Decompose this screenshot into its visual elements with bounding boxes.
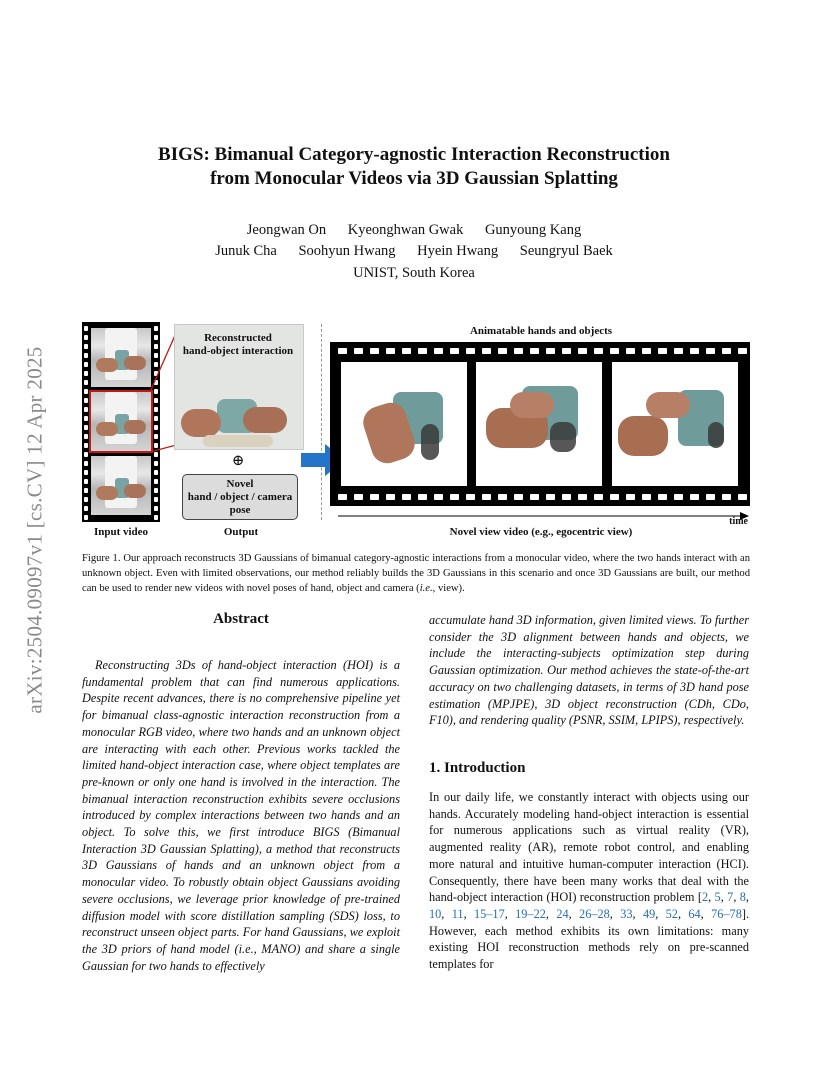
sprocket-hole (626, 348, 635, 354)
sprocket-hole (354, 348, 363, 354)
sprocket-hole (578, 494, 587, 500)
citation-link[interactable]: 2 (701, 890, 709, 905)
citation-link[interactable]: 49 (642, 906, 656, 921)
sprocket-hole (482, 348, 491, 354)
citation-link[interactable]: 64 (688, 906, 701, 921)
sprocket-hole (626, 494, 635, 500)
sprocket-hole (84, 416, 88, 421)
author-name: Seungryul Baek (519, 243, 613, 259)
reconstructed-label-line: Reconstructed (204, 332, 272, 344)
novel-pose-line: Novel (226, 478, 254, 490)
sprocket-hole (402, 348, 411, 354)
paper-title (100, 143, 728, 191)
author-name: Junuk Cha (215, 243, 277, 259)
author-name: Kyeonghwan Gwak (347, 222, 464, 238)
sprocket-hole (84, 452, 88, 457)
sprocket-hole (84, 443, 88, 448)
sprocket-hole (722, 494, 731, 500)
sprocket-hole (434, 348, 443, 354)
input-video-strip (82, 322, 160, 522)
sprocket-hole (610, 494, 619, 500)
introduction-text (429, 789, 749, 973)
sprocket-hole (84, 353, 88, 358)
time-arrow (338, 510, 750, 522)
right-hand-render (243, 407, 287, 433)
sprocket-hole (546, 494, 555, 500)
combine-symbol: ⊕ (231, 453, 245, 469)
author-name: Soohyun Hwang (298, 243, 396, 259)
sprocket-hole (674, 494, 683, 500)
novel-pose-line: pose (229, 504, 251, 516)
sprocket-hole (450, 348, 459, 354)
citation-link[interactable]: 5 (714, 890, 721, 905)
caption-text-end: , view). (432, 583, 465, 594)
sprocket-hole (418, 494, 427, 500)
novel-view-frame (612, 362, 738, 486)
author-name: Jeongwan On (246, 222, 327, 238)
sprocket-hole (546, 348, 555, 354)
sprocket-hole (610, 348, 619, 354)
sprocket-hole (482, 494, 491, 500)
sprocket-hole (562, 348, 571, 354)
citation-link[interactable]: 7 (727, 890, 734, 905)
sprocket-hole (402, 494, 411, 500)
sprocket-hole (578, 348, 587, 354)
sprocket-hole (84, 407, 88, 412)
sprocket-hole (514, 494, 523, 500)
title-line-2: from Monocular Videos via 3D Gaussian Splatting (210, 168, 618, 189)
input-frame (91, 456, 151, 515)
novel-view-frame (476, 362, 602, 486)
sprocket-hole (562, 494, 571, 500)
caption-text: Figure 1. Our approach reconstructs 3D Gaussians of bimanual category-agnostic interactions from a monocular video, where the two hands interact with an unknown object. Even with limited observations, our method reliably builds the 3D Gaussians in this scenario and once 3D Gaussians are built, our method can be used to render new videos with novel poses of hand, object and camera ( (82, 553, 750, 594)
sprocket-hole (722, 348, 731, 354)
author-name: Gunyoung Kang (484, 222, 582, 238)
sprocket-hole (84, 479, 88, 484)
sprocket-hole (690, 494, 699, 500)
sprocket-hole (354, 494, 363, 500)
sprocket-hole (84, 398, 88, 403)
sprocket-hole (338, 494, 347, 500)
citation-link[interactable]: 10 (429, 906, 442, 921)
abstract-text: Reconstructing 3Ds of hand-object interaction (HOI) is a fundamental problem that can find numerous applications. Despite recent advances, there is no comprehensive pipeline yet for bimanual class-agnostic interaction reconstruction from a monocular RGB video, where two hands and an unknown object are interacting with each other. Previous works tackled the limited hand-object interaction case, where object templates are pre-known or only one hand is involved in the interaction. The bimanual interaction reconstruction exhibits severe occlusions introduced by complex interactions between two hands and an object. To solve this, we first introduce BIGS (Bimanual Interaction 3D Gaussian Splatting), a method that reconstructs 3D Gaussians of hands and an unknown object from a monocular video. To robustly obtain object Gaussians avoiding severe occlusions, we leverage prior knowledge of pre-trained diffusion model with score distillation sampling (SDS) loss, to reconstruct unseen object parts. For hand Gaussians, we exploit the 3D priors of hand model (i.e., MANO) and share a single Gaussian for two hands to effectively (82, 658, 400, 973)
input-video-label: Input video (93, 526, 149, 538)
sprocket-hole (498, 494, 507, 500)
citation-link[interactable]: 8 (739, 890, 746, 905)
citation-link[interactable]: 24 (556, 906, 569, 921)
input-frame-selected (91, 392, 151, 451)
abstract-heading: Abstract (213, 611, 269, 627)
figure-caption (82, 551, 750, 596)
citation-link[interactable]: 26–28 (579, 906, 610, 921)
sprocket-hole (84, 470, 88, 475)
sprocket-hole (84, 371, 88, 376)
author-row (100, 220, 728, 241)
sprocket-hole (738, 494, 747, 500)
sprocket-hole (370, 348, 379, 354)
novel-view-strip (330, 342, 750, 506)
intro-text-start: In our daily life, we constantly interact with objects using our hands. Accurately modeling hand-object interaction is essential for numerous applications such as virtual reality (VR), augmented reality (AR), remote robot control, and enabling more natural and intuitive human-computer interaction (HCI). Consequently, there have been many works that deal with the hand-object interaction (HOI) reconstruction problem [ (429, 790, 749, 905)
sprocket-hole (338, 348, 347, 354)
sprocket-hole (386, 348, 395, 354)
author-list (100, 220, 728, 262)
sprocket-hole (84, 461, 88, 466)
caption-ie: i.e. (419, 583, 433, 594)
sprocket-hole (84, 506, 88, 511)
citation-link[interactable]: 33 (620, 906, 633, 921)
citation-link[interactable]: 15–17 (473, 906, 505, 921)
reconstructed-label (174, 332, 302, 358)
sprocket-hole (418, 348, 427, 354)
sprocket-hole (706, 348, 715, 354)
citation-link[interactable]: 76–78 (711, 906, 742, 921)
title-line-1: BIGS: Bimanual Category-agnostic Interaction Reconstruction (158, 144, 670, 165)
input-frame (91, 328, 151, 387)
novel-pose-line: hand / object / camera (187, 491, 293, 503)
novel-view-label: Novel view video (e.g., egocentric view) (449, 526, 633, 538)
sprocket-hole (84, 344, 88, 349)
sprocket-hole (690, 348, 699, 354)
section-heading-introduction: 1. Introduction (429, 760, 526, 776)
sprocket-hole (370, 494, 379, 500)
sprocket-hole (84, 515, 88, 520)
sprocket-hole (84, 434, 88, 439)
arxiv-identifier: arXiv:2504.09097v1 [cs.CV] 12 Apr 2025 (22, 346, 47, 714)
sprocket-hole (84, 425, 88, 430)
sprocket-hole (642, 348, 651, 354)
separator-line (321, 324, 322, 520)
abstract-text-continued: accumulate hand 3D information, given limited views. To further consider the 3D alignment between hands and objects, we include the interacting-subjects optimization step during Gaussian optimization. Our method achieves the state-of-the-art accuracy on two challenging datasets, in terms of 3D hand pose estimation (MPJPE), 3D object reconstruction (CDh, CDo, F10), and rendering quality (PSNR, SSIM, LPIPS), respectively. (429, 613, 749, 728)
sprocket-hole (84, 362, 88, 367)
citation-link[interactable]: 11 (451, 906, 464, 921)
sprocket-hole (594, 494, 603, 500)
sprocket-hole (84, 326, 88, 331)
sprocket-hole (514, 348, 523, 354)
sprocket-hole (386, 494, 395, 500)
citation-list: 2, 5, 7, 8, 10, 11, 15–17, 19–22, 24, 26–28, 33, 49, 52, 64, 76–78 (429, 890, 749, 921)
sprocket-hole (530, 348, 539, 354)
citation-link[interactable]: 52 (665, 906, 678, 921)
output-label: Output (223, 526, 259, 538)
citation-link[interactable]: 19–22 (515, 906, 546, 921)
sprocket-hole (738, 348, 747, 354)
novel-view-frame (341, 362, 467, 486)
animatable-label: Animatable hands and objects (469, 325, 613, 337)
sprocket-hole (498, 348, 507, 354)
intro-text-end: ]. However, each method exhibits its own limitations: many existing HOI reconstruction methods rely on pre-scanned templates for (429, 906, 750, 972)
novel-pose-box (182, 474, 298, 520)
sprocket-hole (84, 497, 88, 502)
object-base-render (203, 435, 273, 447)
sprocket-hole (706, 494, 715, 500)
sprocket-hole (466, 348, 475, 354)
reconstructed-label-line: hand-object interaction (182, 345, 294, 357)
author-row (100, 241, 728, 262)
sprocket-hole (450, 494, 459, 500)
sprocket-hole (84, 488, 88, 493)
sprocket-hole (658, 494, 667, 500)
figure-1 (82, 322, 750, 544)
left-hand-render (181, 409, 221, 437)
sprocket-hole (84, 389, 88, 394)
sprocket-hole (642, 494, 651, 500)
time-label: time (729, 516, 748, 527)
sprocket-hole (84, 380, 88, 385)
sprocket-hole (674, 348, 683, 354)
sprocket-hole (658, 348, 667, 354)
sprocket-hole (434, 494, 443, 500)
sprocket-hole (466, 494, 475, 500)
sprocket-hole (594, 348, 603, 354)
affiliation: UNIST, South Korea (353, 265, 475, 281)
sprocket-hole (84, 335, 88, 340)
author-name: Hyein Hwang (417, 243, 499, 259)
sprocket-hole (530, 494, 539, 500)
